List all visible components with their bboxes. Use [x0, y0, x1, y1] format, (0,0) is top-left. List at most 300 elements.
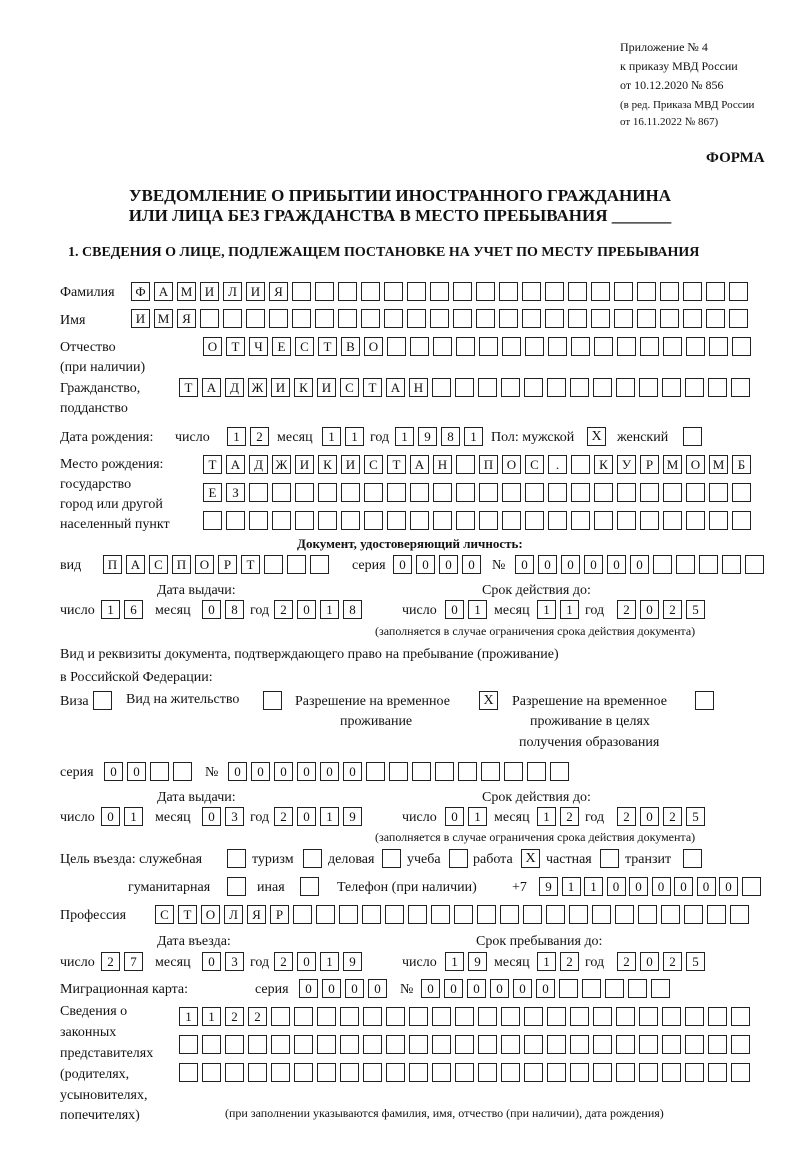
char-box[interactable] [616, 1035, 635, 1054]
purpose-business-checkbox[interactable] [382, 849, 401, 868]
char-box[interactable] [742, 877, 761, 896]
char-box[interactable] [435, 762, 454, 781]
char-box[interactable]: 3 [225, 952, 244, 971]
purpose-other-checkbox[interactable] [300, 877, 319, 896]
char-box[interactable] [663, 511, 682, 530]
char-box[interactable] [173, 762, 192, 781]
char-box[interactable] [318, 483, 337, 502]
char-box[interactable] [479, 337, 498, 356]
char-box[interactable] [524, 1063, 543, 1082]
char-box[interactable]: Б [732, 455, 751, 474]
char-box[interactable] [504, 762, 523, 781]
char-box[interactable]: И [131, 309, 150, 328]
char-box[interactable] [731, 1007, 750, 1026]
id-doc-number-field[interactable] [515, 555, 764, 575]
char-box[interactable] [294, 1007, 313, 1026]
char-box[interactable]: Т [178, 905, 197, 924]
char-box[interactable] [683, 309, 702, 328]
char-box[interactable] [364, 511, 383, 530]
stay-valid-year[interactable] [617, 807, 705, 827]
char-box[interactable] [478, 1035, 497, 1054]
char-box[interactable] [616, 1063, 635, 1082]
char-box[interactable]: К [594, 455, 613, 474]
char-box[interactable] [639, 1007, 658, 1026]
char-box[interactable] [315, 282, 334, 301]
surname-field[interactable] [131, 282, 748, 302]
id-issue-day[interactable] [101, 600, 143, 620]
char-box[interactable]: 0 [345, 979, 364, 998]
char-box[interactable] [456, 455, 475, 474]
char-box[interactable] [660, 309, 679, 328]
char-box[interactable] [293, 905, 312, 924]
char-box[interactable]: 0 [322, 979, 341, 998]
char-box[interactable]: Р [218, 555, 237, 574]
char-box[interactable] [476, 309, 495, 328]
char-box[interactable] [500, 905, 519, 924]
char-box[interactable] [456, 511, 475, 530]
char-box[interactable]: П [479, 455, 498, 474]
stay-issue-year[interactable] [274, 807, 362, 827]
char-box[interactable] [617, 483, 636, 502]
char-box[interactable] [246, 309, 265, 328]
char-box[interactable]: 0 [629, 877, 648, 896]
char-box[interactable] [708, 1035, 727, 1054]
char-box[interactable]: Н [433, 455, 452, 474]
patronymic-field[interactable] [203, 337, 751, 357]
char-box[interactable] [341, 483, 360, 502]
char-box[interactable] [663, 483, 682, 502]
char-box[interactable]: 2 [225, 1007, 244, 1026]
char-box[interactable]: О [203, 337, 222, 356]
char-box[interactable] [226, 511, 245, 530]
char-box[interactable]: У [617, 455, 636, 474]
char-box[interactable] [570, 1007, 589, 1026]
char-box[interactable]: 6 [124, 600, 143, 619]
char-box[interactable] [706, 309, 725, 328]
purpose-transit-checkbox[interactable] [683, 849, 702, 868]
char-box[interactable] [559, 979, 578, 998]
char-box[interactable] [203, 511, 222, 530]
char-box[interactable]: 7 [124, 952, 143, 971]
id-valid-day[interactable] [445, 600, 487, 620]
char-box[interactable] [202, 1063, 221, 1082]
char-box[interactable]: А [410, 455, 429, 474]
stay-valid-month[interactable] [537, 807, 579, 827]
char-box[interactable]: 1 [320, 952, 339, 971]
char-box[interactable] [389, 762, 408, 781]
char-box[interactable]: 0 [652, 877, 671, 896]
char-box[interactable]: 0 [368, 979, 387, 998]
char-box[interactable]: 8 [343, 600, 362, 619]
char-box[interactable] [722, 555, 741, 574]
birth-place-field[interactable] [203, 511, 751, 531]
char-box[interactable] [338, 282, 357, 301]
char-box[interactable] [478, 1007, 497, 1026]
char-box[interactable] [430, 309, 449, 328]
temp-res-checkbox[interactable]: X [479, 691, 498, 710]
char-box[interactable]: О [502, 455, 521, 474]
char-box[interactable]: 0 [640, 807, 659, 826]
stay-doc-series-field[interactable] [104, 762, 192, 782]
char-box[interactable] [364, 483, 383, 502]
char-box[interactable] [477, 905, 496, 924]
char-box[interactable] [662, 1007, 681, 1026]
char-box[interactable] [502, 511, 521, 530]
char-box[interactable] [686, 511, 705, 530]
char-box[interactable]: 0 [444, 979, 463, 998]
char-box[interactable] [433, 337, 452, 356]
char-box[interactable] [706, 282, 725, 301]
char-box[interactable]: С [364, 455, 383, 474]
representatives-field[interactable] [179, 1035, 750, 1055]
id-issue-month[interactable] [202, 600, 244, 620]
char-box[interactable] [732, 337, 751, 356]
char-box[interactable] [432, 1007, 451, 1026]
char-box[interactable] [317, 1035, 336, 1054]
char-box[interactable]: 2 [248, 1007, 267, 1026]
char-box[interactable]: 1 [202, 1007, 221, 1026]
char-box[interactable] [363, 1063, 382, 1082]
char-box[interactable] [686, 337, 705, 356]
char-box[interactable]: 0 [274, 762, 293, 781]
char-box[interactable] [456, 337, 475, 356]
char-box[interactable] [683, 282, 702, 301]
char-box[interactable]: 1 [445, 952, 464, 971]
char-box[interactable]: А [126, 555, 145, 574]
char-box[interactable] [593, 1007, 612, 1026]
char-box[interactable]: 0 [607, 877, 626, 896]
char-box[interactable] [433, 511, 452, 530]
char-box[interactable] [638, 905, 657, 924]
char-box[interactable] [317, 1063, 336, 1082]
char-box[interactable]: 0 [584, 555, 603, 574]
char-box[interactable] [225, 1035, 244, 1054]
char-box[interactable]: Д [249, 455, 268, 474]
representatives-field[interactable] [179, 1063, 750, 1083]
char-box[interactable] [455, 378, 474, 397]
stay-valid-day[interactable] [445, 807, 487, 827]
char-box[interactable] [615, 905, 634, 924]
char-box[interactable]: О [364, 337, 383, 356]
char-box[interactable] [271, 1035, 290, 1054]
char-box[interactable] [476, 282, 495, 301]
char-box[interactable] [570, 378, 589, 397]
char-box[interactable]: 2 [274, 952, 293, 971]
char-box[interactable]: 0 [640, 600, 659, 619]
char-box[interactable] [432, 1063, 451, 1082]
char-box[interactable]: 0 [719, 877, 738, 896]
char-box[interactable]: П [172, 555, 191, 574]
char-box[interactable] [502, 483, 521, 502]
char-box[interactable] [432, 378, 451, 397]
char-box[interactable] [269, 309, 288, 328]
char-box[interactable]: 5 [686, 807, 705, 826]
char-box[interactable] [571, 511, 590, 530]
char-box[interactable] [594, 337, 613, 356]
char-box[interactable] [410, 511, 429, 530]
char-box[interactable]: 1 [584, 877, 603, 896]
char-box[interactable]: 0 [513, 979, 532, 998]
char-box[interactable]: М [663, 455, 682, 474]
char-box[interactable]: 2 [101, 952, 120, 971]
char-box[interactable] [248, 1063, 267, 1082]
char-box[interactable]: 9 [418, 427, 437, 446]
char-box[interactable] [386, 1035, 405, 1054]
char-box[interactable]: К [294, 378, 313, 397]
char-box[interactable] [732, 511, 751, 530]
char-box[interactable] [617, 511, 636, 530]
char-box[interactable]: О [201, 905, 220, 924]
char-box[interactable] [662, 1035, 681, 1054]
sex-female-checkbox[interactable] [683, 427, 702, 446]
char-box[interactable] [363, 1035, 382, 1054]
char-box[interactable]: 8 [225, 600, 244, 619]
char-box[interactable]: 0 [640, 952, 659, 971]
char-box[interactable] [729, 309, 748, 328]
char-box[interactable] [387, 511, 406, 530]
char-box[interactable] [499, 282, 518, 301]
char-box[interactable] [548, 511, 567, 530]
char-box[interactable]: 9 [468, 952, 487, 971]
char-box[interactable] [249, 483, 268, 502]
char-box[interactable]: Т [318, 337, 337, 356]
char-box[interactable] [361, 282, 380, 301]
char-box[interactable]: Л [223, 282, 242, 301]
char-box[interactable]: С [525, 455, 544, 474]
purpose-study-checkbox[interactable] [449, 849, 468, 868]
char-box[interactable]: 0 [439, 555, 458, 574]
char-box[interactable] [409, 1035, 428, 1054]
char-box[interactable] [272, 483, 291, 502]
char-box[interactable]: 0 [607, 555, 626, 574]
char-box[interactable] [456, 483, 475, 502]
char-box[interactable] [568, 309, 587, 328]
char-box[interactable] [708, 1007, 727, 1026]
char-box[interactable]: В [341, 337, 360, 356]
stay-until-month[interactable] [537, 952, 579, 972]
char-box[interactable] [387, 337, 406, 356]
char-box[interactable] [410, 483, 429, 502]
char-box[interactable]: 2 [663, 952, 682, 971]
char-box[interactable] [730, 905, 749, 924]
char-box[interactable]: 1 [468, 600, 487, 619]
char-box[interactable] [525, 511, 544, 530]
char-box[interactable]: 1 [464, 427, 483, 446]
char-box[interactable] [545, 282, 564, 301]
char-box[interactable] [150, 762, 169, 781]
char-box[interactable]: 9 [539, 877, 558, 896]
char-box[interactable]: С [295, 337, 314, 356]
char-box[interactable]: . [548, 455, 567, 474]
char-box[interactable] [640, 483, 659, 502]
char-box[interactable] [202, 1035, 221, 1054]
char-box[interactable]: 0 [297, 762, 316, 781]
char-box[interactable] [249, 511, 268, 530]
char-box[interactable] [479, 483, 498, 502]
stay-issue-month[interactable] [202, 807, 244, 827]
char-box[interactable]: 1 [179, 1007, 198, 1026]
char-box[interactable] [316, 905, 335, 924]
char-box[interactable]: 3 [225, 807, 244, 826]
char-box[interactable] [481, 762, 500, 781]
char-box[interactable] [546, 905, 565, 924]
char-box[interactable]: А [202, 378, 221, 397]
char-box[interactable] [501, 1007, 520, 1026]
char-box[interactable] [571, 455, 590, 474]
char-box[interactable] [524, 1007, 543, 1026]
char-box[interactable] [478, 378, 497, 397]
char-box[interactable]: 1 [320, 807, 339, 826]
char-box[interactable]: Ж [248, 378, 267, 397]
char-box[interactable]: З [226, 483, 245, 502]
sex-male-checkbox[interactable]: X [587, 427, 606, 446]
char-box[interactable]: М [177, 282, 196, 301]
char-box[interactable]: Я [247, 905, 266, 924]
temp-edu-checkbox[interactable] [695, 691, 714, 710]
char-box[interactable] [225, 1063, 244, 1082]
char-box[interactable]: 2 [617, 952, 636, 971]
char-box[interactable]: Р [270, 905, 289, 924]
char-box[interactable] [709, 483, 728, 502]
char-box[interactable] [527, 762, 546, 781]
birth-year-field[interactable] [395, 427, 483, 447]
char-box[interactable] [522, 282, 541, 301]
char-box[interactable] [591, 309, 610, 328]
profession-field[interactable] [155, 905, 749, 925]
char-box[interactable] [685, 378, 704, 397]
char-box[interactable] [287, 555, 306, 574]
char-box[interactable] [684, 905, 703, 924]
purpose-official-checkbox[interactable] [227, 849, 246, 868]
char-box[interactable]: Т [363, 378, 382, 397]
char-box[interactable]: 0 [101, 807, 120, 826]
char-box[interactable]: 2 [560, 952, 579, 971]
purpose-tourism-checkbox[interactable] [303, 849, 322, 868]
char-box[interactable] [430, 282, 449, 301]
char-box[interactable]: 0 [445, 807, 464, 826]
char-box[interactable] [547, 1035, 566, 1054]
char-box[interactable]: О [686, 455, 705, 474]
residence-checkbox[interactable] [263, 691, 282, 710]
char-box[interactable] [524, 1035, 543, 1054]
char-box[interactable]: Я [177, 309, 196, 328]
id-valid-year[interactable] [617, 600, 705, 620]
char-box[interactable] [502, 337, 521, 356]
char-box[interactable] [408, 905, 427, 924]
char-box[interactable]: 0 [421, 979, 440, 998]
char-box[interactable] [570, 1035, 589, 1054]
char-box[interactable] [431, 905, 450, 924]
char-box[interactable] [363, 1007, 382, 1026]
char-box[interactable]: 0 [445, 600, 464, 619]
char-box[interactable] [223, 309, 242, 328]
representatives-field[interactable] [179, 1007, 750, 1027]
char-box[interactable]: И [246, 282, 265, 301]
char-box[interactable]: 1 [562, 877, 581, 896]
char-box[interactable] [200, 309, 219, 328]
char-box[interactable]: 2 [663, 600, 682, 619]
id-doc-kind-field[interactable] [103, 555, 329, 575]
birth-place-field[interactable] [203, 483, 751, 503]
char-box[interactable]: 2 [274, 600, 293, 619]
char-box[interactable] [271, 1063, 290, 1082]
char-box[interactable]: 5 [686, 952, 705, 971]
char-box[interactable]: 1 [537, 807, 556, 826]
char-box[interactable]: 0 [228, 762, 247, 781]
char-box[interactable] [676, 555, 695, 574]
char-box[interactable]: 0 [674, 877, 693, 896]
char-box[interactable] [651, 979, 670, 998]
char-box[interactable] [592, 905, 611, 924]
char-box[interactable]: 0 [299, 979, 318, 998]
char-box[interactable]: Е [203, 483, 222, 502]
char-box[interactable] [731, 1035, 750, 1054]
char-box[interactable] [387, 483, 406, 502]
char-box[interactable] [432, 1035, 451, 1054]
char-box[interactable] [709, 511, 728, 530]
char-box[interactable]: 2 [663, 807, 682, 826]
char-box[interactable] [571, 483, 590, 502]
char-box[interactable] [407, 282, 426, 301]
char-box[interactable] [384, 282, 403, 301]
char-box[interactable] [361, 309, 380, 328]
id-valid-month[interactable] [537, 600, 579, 620]
char-box[interactable] [310, 555, 329, 574]
entry-month[interactable] [202, 952, 244, 972]
char-box[interactable] [745, 555, 764, 574]
char-box[interactable] [525, 483, 544, 502]
char-box[interactable] [614, 282, 633, 301]
char-box[interactable] [662, 1063, 681, 1082]
char-box[interactable] [433, 483, 452, 502]
char-box[interactable]: Т [203, 455, 222, 474]
char-box[interactable] [685, 1063, 704, 1082]
char-box[interactable] [317, 1007, 336, 1026]
char-box[interactable]: 1 [124, 807, 143, 826]
char-box[interactable]: 0 [416, 555, 435, 574]
char-box[interactable] [708, 378, 727, 397]
id-doc-series-field[interactable] [393, 555, 481, 575]
char-box[interactable] [545, 309, 564, 328]
char-box[interactable]: И [295, 455, 314, 474]
char-box[interactable]: С [340, 378, 359, 397]
char-box[interactable] [410, 337, 429, 356]
char-box[interactable]: И [271, 378, 290, 397]
char-box[interactable]: 9 [343, 952, 362, 971]
purpose-private-checkbox[interactable] [600, 849, 619, 868]
char-box[interactable] [593, 1063, 612, 1082]
char-box[interactable]: 0 [467, 979, 486, 998]
char-box[interactable] [386, 1063, 405, 1082]
char-box[interactable] [605, 979, 624, 998]
char-box[interactable]: 0 [697, 877, 716, 896]
char-box[interactable]: 1 [560, 600, 579, 619]
entry-day[interactable] [101, 952, 143, 972]
char-box[interactable]: О [195, 555, 214, 574]
char-box[interactable] [628, 979, 647, 998]
char-box[interactable] [499, 309, 518, 328]
char-box[interactable] [478, 1063, 497, 1082]
char-box[interactable]: 1 [320, 600, 339, 619]
char-box[interactable]: 2 [617, 600, 636, 619]
char-box[interactable]: М [154, 309, 173, 328]
char-box[interactable] [637, 309, 656, 328]
char-box[interactable]: Ж [272, 455, 291, 474]
purpose-humanitarian-checkbox[interactable] [227, 877, 246, 896]
migration-card-series[interactable] [299, 979, 387, 999]
char-box[interactable]: 9 [343, 807, 362, 826]
char-box[interactable] [571, 337, 590, 356]
